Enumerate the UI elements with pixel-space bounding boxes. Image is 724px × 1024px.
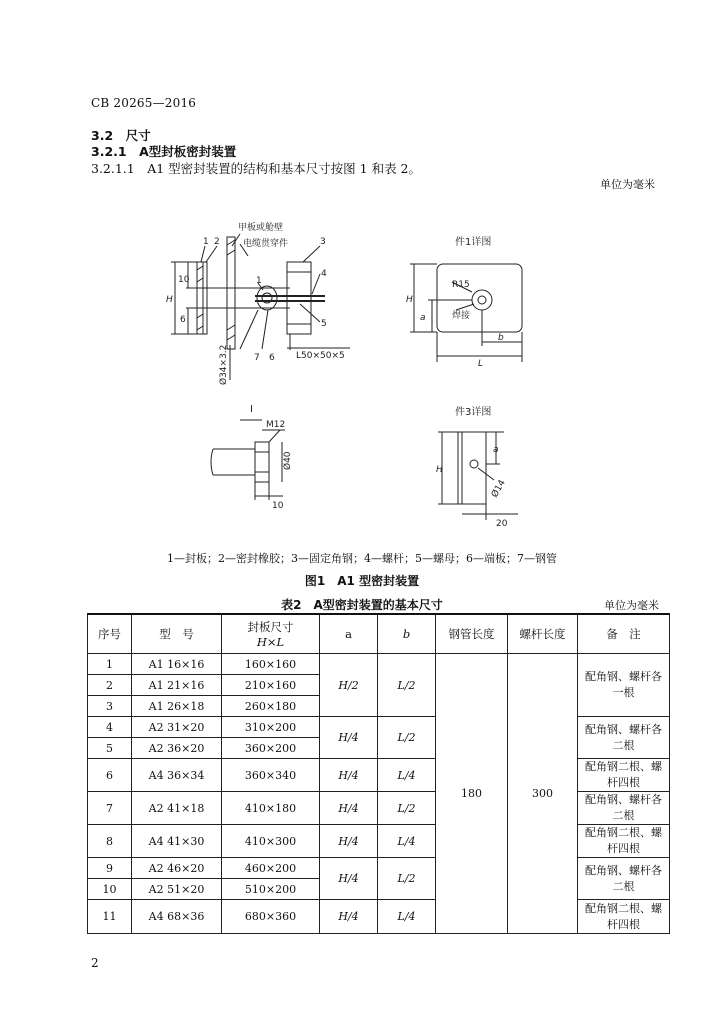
label-pipe: Ø34×3.2 [219,344,229,385]
label-1: 1 [203,237,209,247]
label-4: 4 [321,269,327,279]
cell-remarks: 配角钢二根、螺杆四根 [578,825,670,858]
header-plate-size [222,614,320,654]
header-plate-label: 封板尺寸 [247,620,294,634]
cell-remarks: 配角钢二根、螺杆四根 [578,900,670,934]
cell-b: L/2 [378,654,436,717]
cell-no: 2 [88,675,132,696]
unit-label: 单位为毫米 [600,178,655,191]
label-twenty: 20 [496,519,508,529]
cell-size: 160×160 [222,654,320,675]
cell-no: 5 [88,738,132,759]
section-3-2-heading: 3.2 尺寸 [91,128,151,143]
figure-caption: 图1 A1 型密封装置 [304,574,420,588]
cell-a: H/4 [320,900,378,934]
cell-a: H/4 [320,759,378,792]
label-m12: M12 [266,420,286,430]
cell-size: 210×160 [222,675,320,696]
cell-size: 460×200 [222,858,320,879]
cell-model: A2 36×20 [132,738,222,759]
label-b-d1: b [498,333,504,343]
cell-no: 6 [88,759,132,792]
cell-a: H/2 [320,654,378,717]
cell-model: A1 26×18 [132,696,222,717]
header-model: 型 号 [132,614,222,654]
label-H-d3: H [436,465,443,475]
table-2 [87,613,670,934]
cell-model: A4 68×36 [132,900,222,934]
cell-a: H/4 [320,825,378,858]
label-detail-I: I [250,404,253,415]
label-weld: 焊接 [452,311,471,321]
cell-size: 410×180 [222,792,320,825]
label-d14: Ø14 [489,478,508,500]
label-detail1-title: 件1详图 [455,237,492,248]
cell-no: 11 [88,900,132,934]
label-cable-pen: 电缆贯穿件 [243,239,289,249]
cell-rod-length: 300 [508,654,578,934]
cell-size: 510×200 [222,879,320,900]
cell-remarks: 配角钢二根、螺杆四根 [578,759,670,792]
cell-no: 10 [88,879,132,900]
label-d40: Ø40 [283,451,293,470]
cell-size: 360×200 [222,738,320,759]
cell-size: 260×180 [222,696,320,717]
label-1b: 1 [256,276,262,286]
table-unit-label: 单位为毫米 [604,599,659,612]
cell-pipe-length: 180 [436,654,508,934]
label-ten: 10 [272,501,284,511]
cell-b: L/2 [378,717,436,759]
cell-size: 360×340 [222,759,320,792]
cell-a: H/4 [320,717,378,759]
label-a-d1: a [420,313,426,323]
label-deck: 甲板或舱壁 [238,223,284,233]
cell-a: H/4 [320,858,378,900]
cell-no: 7 [88,792,132,825]
table-caption: 表2 A型密封装置的基本尺寸 [281,598,443,612]
cell-no: 1 [88,654,132,675]
header-plate-hl: H×L [256,635,285,649]
cell-no: 9 [88,858,132,879]
detail-I-view [211,420,285,500]
table-row [88,654,670,675]
cell-model: A2 41×18 [132,792,222,825]
label-angle: L50×50×5 [296,351,345,361]
label-3: 3 [320,237,326,247]
cell-no: 3 [88,696,132,717]
cell-model: A1 21×16 [132,675,222,696]
cell-model: A2 46×20 [132,858,222,879]
label-L-d1: L [478,359,484,369]
figure-legend: 1—封板；2—密封橡胶；3—固定角钢；4—螺杆；5—螺母；6—端板；7—钢管 [167,552,557,565]
table-row [88,759,670,792]
label-r15: R15 [452,280,470,290]
section-3-2-1-1-text: 3.2.1.1 A1 型密封装置的结构和基本尺寸按图 1 和表 2。 [91,161,422,176]
cell-model: A4 41×30 [132,825,222,858]
label-5: 5 [321,319,327,329]
page-number: 2 [91,956,99,970]
header-remarks: 备 注 [578,614,670,654]
cell-size: 310×200 [222,717,320,738]
header-a: a [320,614,378,654]
cell-remarks: 配角钢、螺杆各一根 [578,654,670,717]
header-pipe-length: 钢管长度 [436,614,508,654]
header-rod-length: 螺杆长度 [508,614,578,654]
label-d10: 10 [178,275,190,285]
label-detail3-title: 件3详图 [455,407,492,418]
cell-no: 8 [88,825,132,858]
header-b: b [378,614,436,654]
cell-b: L/4 [378,900,436,934]
label-2: 2 [214,237,220,247]
cell-remarks: 配角钢、螺杆各二根 [578,717,670,759]
cell-b: L/2 [378,858,436,900]
label-d6: 6 [180,315,186,325]
cell-size: 680×360 [222,900,320,934]
cell-b: L/4 [378,825,436,858]
standard-number: CB 20265—2016 [91,96,197,110]
label-6: 6 [269,353,275,363]
cell-model: A2 31×20 [132,717,222,738]
table-row [88,792,670,825]
cell-size: 410×300 [222,825,320,858]
cell-a: H/4 [320,792,378,825]
cell-remarks: 配角钢、螺杆各二根 [578,792,670,825]
detail-3-view [438,432,518,520]
cell-model: A1 16×16 [132,654,222,675]
label-a-d3: a [493,445,499,455]
cell-no: 4 [88,717,132,738]
table-row [88,717,670,738]
label-H-main: H [166,295,173,305]
cell-model: A4 36×34 [132,759,222,792]
cell-b: L/4 [378,759,436,792]
table-row [88,825,670,858]
header-no: 序号 [88,614,132,654]
cell-model: A2 51×20 [132,879,222,900]
cell-b: L/2 [378,792,436,825]
cell-remarks: 配角钢、螺杆各二根 [578,858,670,900]
table-row [88,900,670,934]
table-row [88,858,670,879]
label-7: 7 [254,353,260,363]
section-3-2-1-heading: 3.2.1 A型封板密封装置 [91,144,237,159]
label-H-d1: H [406,295,413,305]
